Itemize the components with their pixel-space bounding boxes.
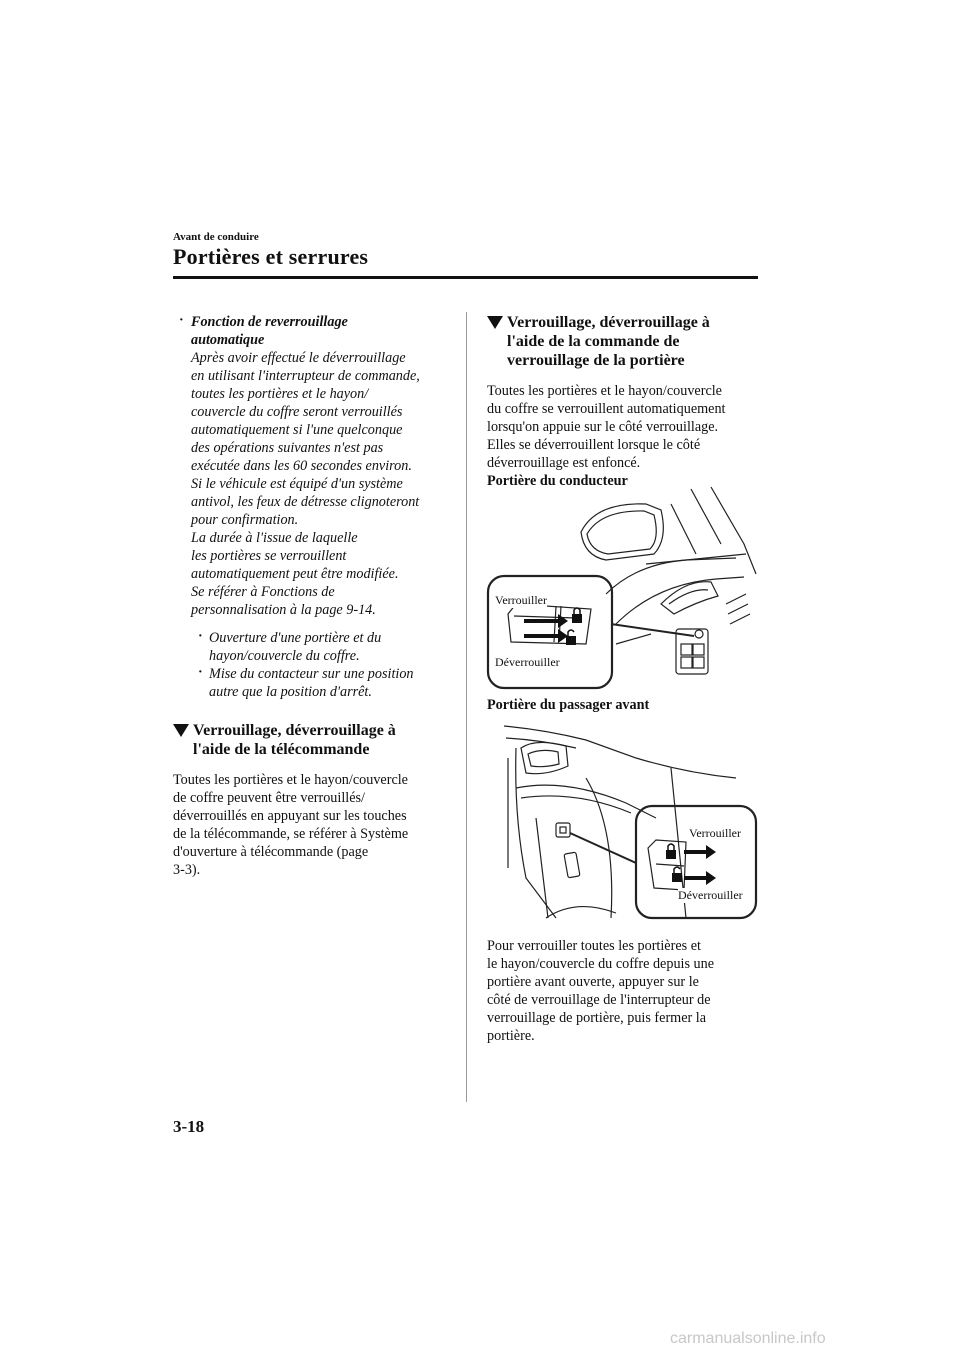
remote-line: d'ouverture à télécommande (page xyxy=(173,844,369,860)
auto-relock-line: les portières se verrouillent xyxy=(191,548,347,564)
intro-line: déverrouillage est enfoncé. xyxy=(487,455,641,471)
sub-item-line: Ouverture d'une portière et du xyxy=(209,630,382,646)
auto-relock-line: en utilisant l'interrupteur de commande, xyxy=(191,368,420,384)
watermark: carmanualsonline.info xyxy=(670,1330,826,1347)
sub-item xyxy=(173,665,458,701)
padlock-open-icon xyxy=(672,867,682,882)
chapter-title: Portières et serrures xyxy=(173,244,369,269)
padlock-open-icon xyxy=(566,630,576,645)
remote-heading-line: Verrouillage, déverrouillage à xyxy=(193,722,396,739)
section-label: Avant de conduire xyxy=(173,231,259,243)
outro-line: verrouillage de portière, puis fermer la xyxy=(487,1010,707,1026)
door-switch-heading-line: verrouillage de la portière xyxy=(507,352,685,369)
sub-item-line: autre que la position d'arrêt. xyxy=(209,684,372,700)
auto-relock-line: couvercle du coffre seront verrouillés xyxy=(191,404,403,420)
remote-line: déverrouillés en appuyant sur les touches xyxy=(173,808,407,824)
remote-heading xyxy=(173,721,458,759)
padlock-closed-icon xyxy=(572,608,582,623)
remote-line: de la télécommande, se référer à Système xyxy=(173,826,409,842)
header-rule xyxy=(173,276,758,279)
door-switch-heading xyxy=(487,313,762,370)
auto-relock-title-1: Fonction de reverrouillage xyxy=(191,314,348,330)
auto-relock-title-2: automatique xyxy=(191,332,265,348)
intro-line: lorsqu'on appuie sur le côté verrouillage. xyxy=(487,419,719,435)
right-column xyxy=(487,313,762,490)
remote-line: 3-3). xyxy=(173,862,201,878)
passenger-door-figure xyxy=(486,718,764,926)
auto-relock-item xyxy=(173,313,458,619)
sub-item-line: hayon/couvercle du coffre. xyxy=(209,648,360,664)
remote-heading-line: l'aide de la télécommande xyxy=(193,741,370,758)
auto-relock-line: Si le véhicule est équipé d'un système xyxy=(191,476,403,492)
intro-line: du coffre se verrouillent automatiquement xyxy=(487,401,726,417)
bullet-dot-icon: · xyxy=(198,665,203,680)
outro-line: Pour verrouiller toutes les portières et xyxy=(487,938,701,954)
down-triangle-icon xyxy=(487,316,503,329)
auto-relock-line: La durée à l'issue de laquelle xyxy=(191,530,358,546)
auto-relock-line: personnalisation à la page 9-14. xyxy=(191,602,376,618)
auto-relock-line: Se référer à Fonctions de xyxy=(191,584,335,600)
auto-relock-line: des opérations suivantes n'est pas xyxy=(191,440,384,456)
passenger-door-label: Portière du passager avant xyxy=(487,697,650,713)
auto-relock-line: antivol, les feux de détresse clignoteront xyxy=(191,494,420,510)
outro-paragraph xyxy=(487,937,762,1045)
auto-relock-line: automatiquement si l'une quelconque xyxy=(191,422,403,438)
auto-relock-line: exécutée dans les 60 secondes environ. xyxy=(191,458,412,474)
intro-line: Elles se déverrouillent lorsque le côté xyxy=(487,437,701,453)
padlock-closed-icon xyxy=(666,844,676,859)
outro-line: portière. xyxy=(487,1028,535,1044)
remote-line: de coffre peuvent être verrouillés/ xyxy=(173,790,365,806)
door-switch-heading-line: l'aide de la commande de xyxy=(507,333,680,350)
driver-door-label: Portière du conducteur xyxy=(487,473,628,489)
bullet-dot-icon: · xyxy=(198,629,203,644)
auto-relock-line: Après avoir effectué le déverrouillage xyxy=(191,350,406,366)
left-column xyxy=(173,313,458,879)
outro-line: côté de verrouillage de l'interrupteur de xyxy=(487,992,711,1008)
intro-line: Toutes les portières et le hayon/couvercle xyxy=(487,383,722,399)
sub-item-line: Mise du contacteur sur une position xyxy=(209,666,414,682)
unlock-label: Déverrouiller xyxy=(678,888,743,902)
remote-line: Toutes les portières et le hayon/couvercle xyxy=(173,772,408,788)
outro-line: portière avant ouverte, appuyer sur le xyxy=(487,974,699,990)
auto-relock-line: pour confirmation. xyxy=(191,512,299,528)
driver-door-figure xyxy=(486,484,764,694)
down-triangle-icon xyxy=(173,724,189,737)
lock-label: Verrouiller xyxy=(495,593,547,607)
outro-line: le hayon/couvercle du coffre depuis une xyxy=(487,956,715,972)
unlock-label: Déverrouiller xyxy=(495,655,560,669)
bullet-dot-icon: · xyxy=(179,313,184,328)
column-divider xyxy=(466,312,467,1102)
auto-relock-line: toutes les portières et le hayon/ xyxy=(191,386,369,402)
lock-label: Verrouiller xyxy=(689,826,741,840)
sub-item xyxy=(173,629,458,665)
door-switch-heading-line: Verrouillage, déverrouillage à xyxy=(507,314,710,331)
auto-relock-line: automatiquement peut être modifiée. xyxy=(191,566,399,582)
page-number: 3-18 xyxy=(173,1117,205,1136)
